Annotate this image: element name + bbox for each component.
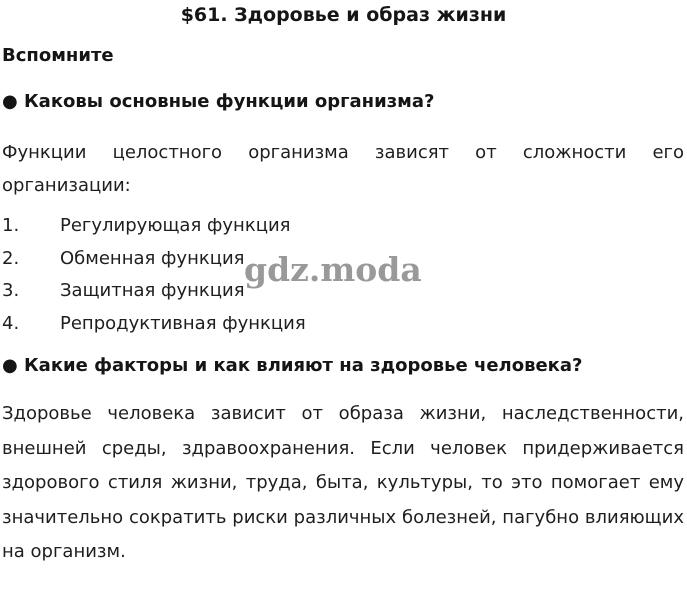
list-item-number: 1. bbox=[2, 215, 20, 236]
list-item-text: Репродуктивная функция bbox=[60, 312, 306, 334]
list-item bbox=[2, 210, 306, 243]
list-item bbox=[2, 308, 306, 341]
list-item-text: Обменная функция bbox=[60, 247, 245, 269]
site-watermark: gdz.moda bbox=[244, 250, 422, 289]
list-item-number: 4. bbox=[2, 312, 20, 334]
answer-1-intro: Функции целостного организма зависят от сложности его организации: bbox=[2, 142, 684, 196]
question-2-heading: ● Какие факторы и как влияют на здоровье человека? bbox=[2, 355, 583, 376]
list-item-text: Защитная функция bbox=[60, 280, 245, 301]
answer-2-text: Здоровье человека зависит от образа жизни, наследственности, внешней среды, здравоохранения. Если человек придерживается здорового стиля жизни, труда, быта, культуры, то это помогает ему значительно сократить риски различных болезней, пагубно влияющих на организм. bbox=[2, 403, 684, 562]
page-title: $61. Здоровье и образ жизни bbox=[180, 4, 507, 26]
list-item-number: 2. bbox=[2, 247, 20, 269]
question-1-heading: ● Каковы основные функции организма? bbox=[2, 91, 435, 112]
list-item-number: 3. bbox=[2, 280, 20, 301]
recall-heading: Вспомните bbox=[2, 45, 114, 66]
list-item-text: Регулирующая функция bbox=[60, 215, 291, 236]
